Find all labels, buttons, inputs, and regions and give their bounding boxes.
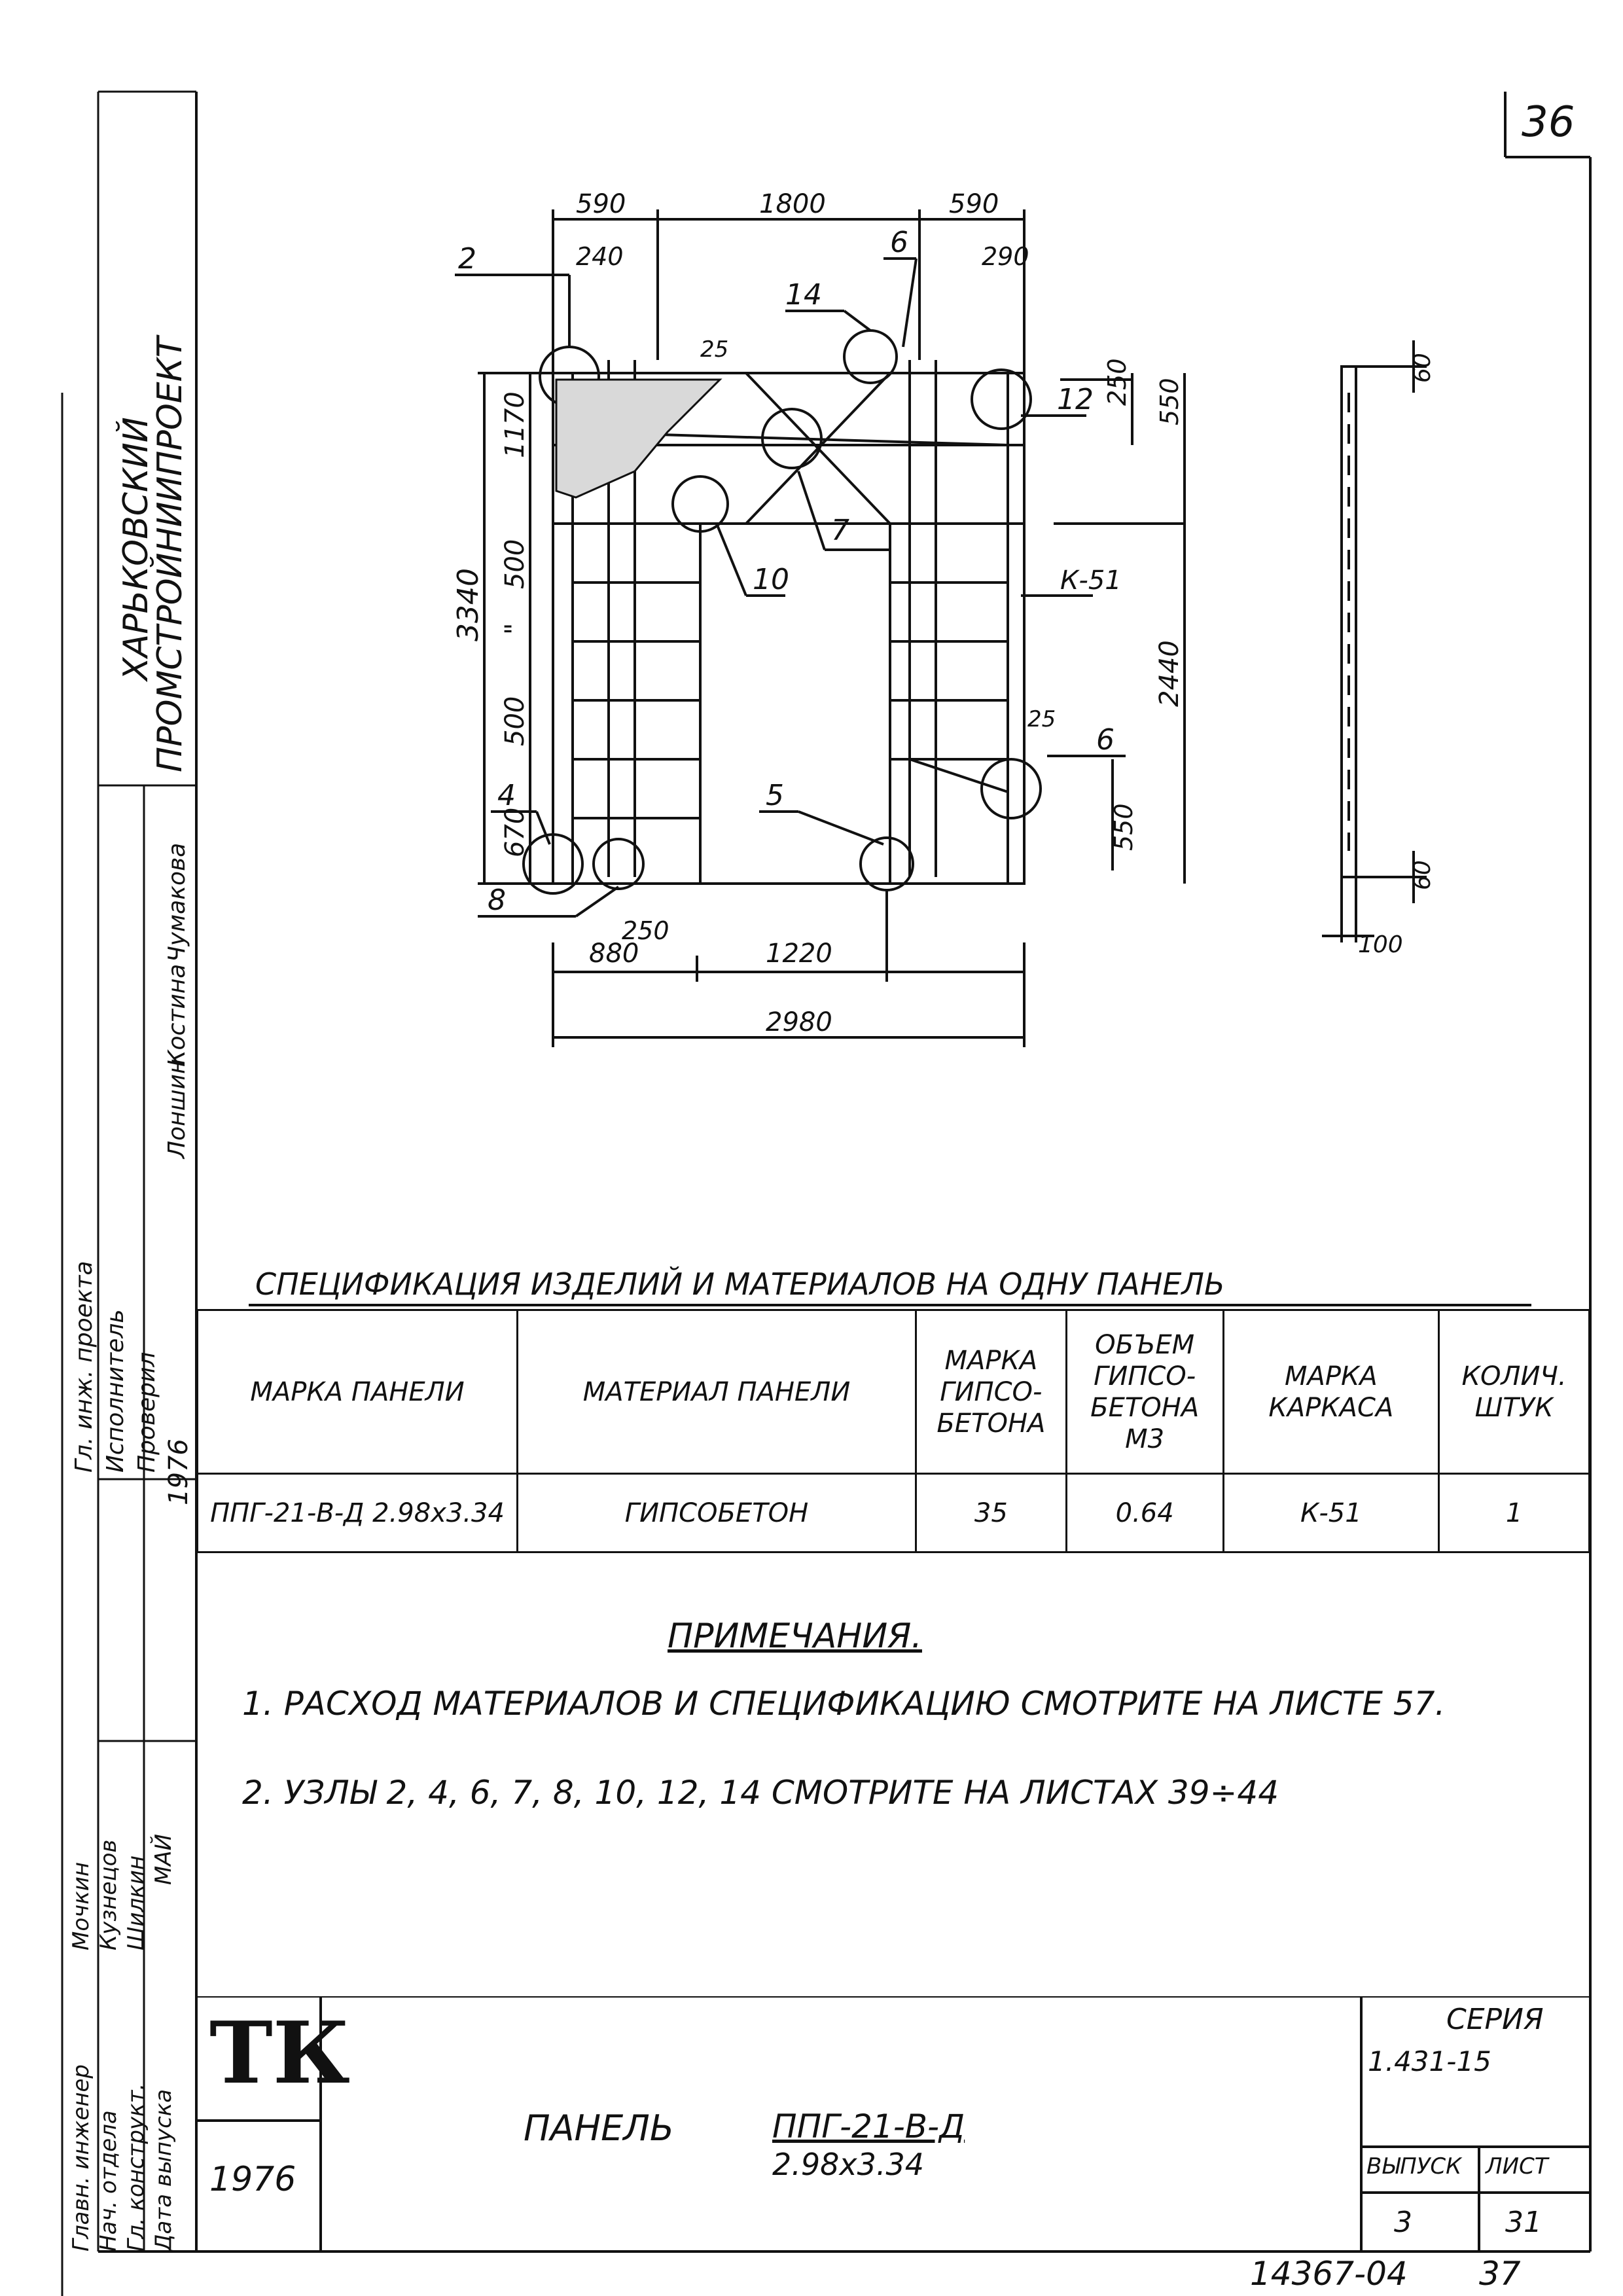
stamp-role-3: Проверил [134,1352,160,1473]
organization-line1: ХАРЬКОВСКИЙ [116,417,156,681]
spec-cell-concrete-grade: 35 [916,1474,1066,1552]
panel-section-drawing [1296,314,1492,969]
spec-header-concrete-volume: ОБЪЕМ ГИПСО- БЕТОНА М3 [1066,1310,1223,1474]
organization-line2: ПРОМСТРОЙНИИПРОЕКТ [151,336,190,772]
stamp-role-7: Дата выпуска [151,2089,177,2251]
notes-item-1: 1. РАСХОД МАТЕРИАЛОВ И СПЕЦИФИКАЦИЮ СМОТРИТЕ НА ЛИСТЕ 57. [242,1685,1446,1723]
spec-cell-panel-mark: ППГ-21-В-Д 2.98х3.34 [198,1474,518,1552]
section-dim-top: 60 [1409,353,1436,383]
spec-header-concrete-grade: МАРКА ГИПСО- БЕТОНА [916,1310,1066,1474]
spec-cell-material: ГИПСОБЕТОН [518,1474,916,1552]
spec-cell-quantity: 1 [1439,1474,1590,1552]
dim-sub-top-left: 240 [576,242,624,271]
footer-page: 37 [1479,2255,1521,2293]
spec-cell-frame-mark: К-51 [1223,1474,1439,1552]
stamp-name-2: Костина [164,963,190,1067]
spec-header-frame-mark: МАРКА КАРКАСА [1223,1310,1439,1474]
title-block-size: 2.98х3.34 [772,2147,925,2182]
stamp-name-4: Мочкин [68,1861,94,1950]
dim-left-part-1: 1170 [500,391,530,458]
dim-left-part-4: 500 [500,696,530,746]
series-value: 1.431-15 [1368,2045,1491,2077]
stamp-role-5: Нач. отдела [96,2110,122,2251]
title-block-title: ПАНЕЛЬ [524,2108,674,2149]
dim-top-middle: 1800 [759,189,826,219]
node-label-5: 5 [766,779,784,812]
stamp-role-1: Гл. инж. проекта [71,1261,98,1473]
small-dim-bottom: 25 [1027,706,1056,732]
stamp-role-6: Гл. конструкт. [123,2083,149,2251]
title-block-year: 1976 [209,2160,296,2199]
dim-right-1: 250 [1103,358,1132,406]
dim-sub-top-right: 290 [982,242,1029,271]
stamp-date: 1976 [164,1439,194,1505]
stamp-name-5: Кузнецов [96,1839,122,1950]
node-label-6-bottom: 6 [1096,723,1115,757]
stamp-name-3: Чумакова [164,842,190,962]
dim-left-part-3: " [500,622,530,635]
stamp-role-2: Исполнитель [102,1309,129,1473]
title-block-mark: ППГ-21-В-Д [772,2108,965,2145]
stamp-name-1: Лоншин [164,1058,190,1158]
dim-bottom-left: 880 [589,939,639,969]
spec-header-panel-mark: МАРКА ПАНЕЛИ [198,1310,518,1474]
dim-left-part-5: 670 [500,807,530,857]
section-dim-width: 100 [1358,931,1403,958]
dim-right-4: 550 [1109,803,1138,851]
stamp-name-7: МАЙ [151,1833,177,1885]
panel-plan-drawing [327,183,1243,1100]
node-label-2: 2 [458,242,476,276]
issue-label: ВЫПУСК [1366,2153,1462,2179]
spec-table [196,1309,1590,1553]
footer-doc-code: 14367-04 [1250,2255,1408,2293]
sheet-value: 31 [1505,2206,1542,2239]
dim-left-total: 3340 [452,568,485,641]
dim-right-3: 2440 [1154,640,1185,707]
stamp-approval-bottom [65,1754,196,2251]
node-label-7: 7 [831,514,849,547]
dim-right-2: 550 [1155,378,1184,425]
dim-bottom-inner: 250 [622,916,669,945]
spec-title-underline [249,1302,1531,1309]
small-dim-top: 25 [700,336,729,363]
spec-header-material: МАТЕРИАЛ ПАНЕЛИ [518,1310,916,1474]
dim-left-part-2: 500 [500,539,530,589]
spec-cell-concrete-volume: 0.64 [1066,1474,1223,1552]
sheet-number: 36 [1522,98,1575,147]
stamp-name-6: Шилкин [123,1855,149,1950]
dim-top-right: 590 [949,189,999,219]
issue-value: 3 [1394,2206,1412,2239]
node-label-6-top: 6 [890,226,908,259]
notes-title: ПРИМЕЧАНИЯ. [668,1617,922,1656]
notes-item-2: 2. УЗЛЫ 2, 4, 6, 7, 8, 10, 12, 14 СМОТРИТЕ НА ЛИСТАХ 39÷44 [242,1774,1279,1812]
series-label: СЕРИЯ [1446,2003,1544,2036]
node-label-10: 10 [753,563,789,596]
node-label-12: 12 [1057,383,1094,416]
spec-title: СПЕЦИФИКАЦИЯ ИЗДЕЛИЙ И МАТЕРИАЛОВ НА ОДНУ ПАНЕЛЬ [255,1266,1225,1302]
dim-bottom-right: 1220 [766,939,832,969]
node-label-4: 4 [497,779,516,812]
dim-top-left: 590 [576,189,626,219]
stamp-role-4: Главн. инженер [68,2064,94,2251]
node-label-14: 14 [785,278,822,312]
sheet-label: ЛИСТ [1486,2153,1548,2179]
table-row [198,1474,1590,1552]
section-dim-bottom: 60 [1409,860,1436,890]
frame-label: К-51 [1060,565,1122,596]
dim-bottom-total: 2980 [766,1007,832,1037]
tk-logo: ТК [209,2003,350,2103]
spec-header-row [198,1310,1590,1474]
spec-header-quantity: КОЛИЧ. ШТУК [1439,1310,1590,1474]
node-label-8: 8 [488,884,506,917]
stamp-approval-top [65,792,196,1473]
